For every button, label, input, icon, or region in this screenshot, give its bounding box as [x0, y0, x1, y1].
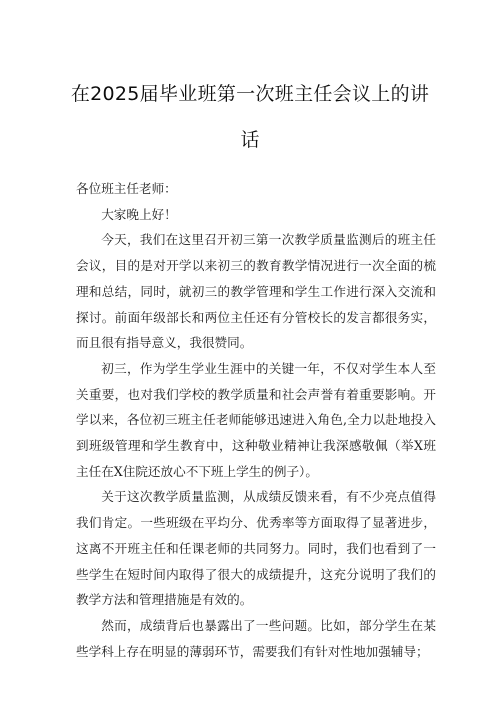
greeting: 大家晚上好！	[101, 206, 177, 222]
document-title-line-2: 话	[240, 129, 260, 151]
salutation: 各位班主任老师：	[76, 181, 177, 196]
paragraph-1: 今天，我们在这里召开初三第一次教学质量监测后的班主任会议，目的是对开学以来初三的教育教学情况进行一次全面的梳理和总结，同时，就初三的教学管理和学生工作进行深入交流和探讨。前面年级部长和两位主任还有分管校长的发言都很务实，而且很有指导意义，我很赞同。	[76, 232, 436, 351]
paragraph-4: 然而，成绩背后也暴露出了一些问题。比如，部分学生在某些学科上存在明显的薄弱环节，需要我们有针对性地加强辅导；	[76, 617, 436, 659]
document-body	[76, 176, 436, 664]
paragraph-2: 初三，作为学生学业生涯中的关键一年，不仅对学生本人至关重要，也对我们学校的教学质量和社会声誉有着重要影响。开学以来，各位初三班主任老师能够迅速进入角色,全力以赴地投入到班级管理和学生教育中，这种敬业精神让我深感敬佩（举X班主任在X住院还放心不下班上学生的例子）。	[76, 360, 436, 479]
document-title-line-1: 在2025届毕业班第一次班主任会议上的讲	[70, 83, 430, 105]
paragraph-3: 关于这次教学质量监测，从成绩反馈来看，有不少亮点值得我们肯定。一些班级在平均分、优秀率等方面取得了显著进步，这离不开班主任和任课老师的共同努力。同时，我们也看到了一些学生在短时间内取得了很大的成绩提升，这充分说明了我们的教学方法和管理措施是有效的。	[76, 489, 436, 608]
